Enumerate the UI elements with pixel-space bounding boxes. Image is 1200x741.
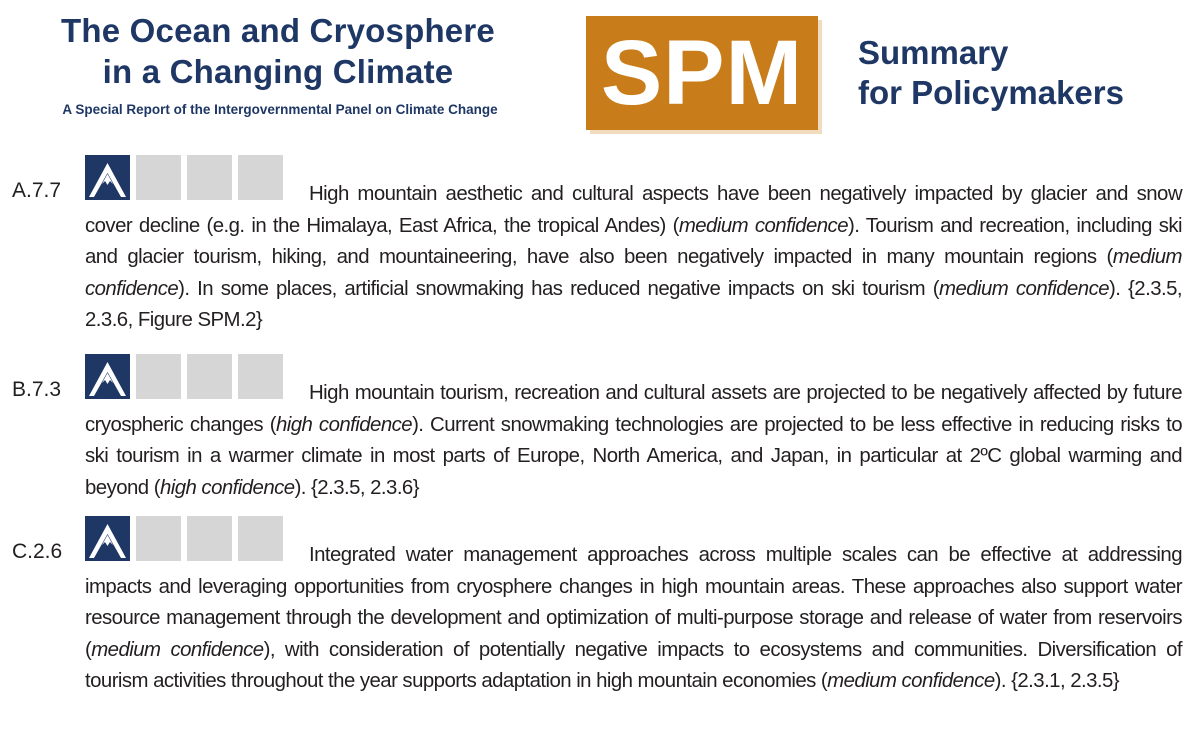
confidence-qualifier: medium confidence: [827, 670, 995, 692]
confidence-qualifier: medium confidence: [939, 277, 1110, 300]
report-title-line-2: in a Changing Climate: [102, 53, 454, 90]
report-title-line-1: The Ocean and Cryosphere: [61, 12, 495, 49]
statement-text: [85, 540, 1182, 698]
statement-id: B.7.3: [12, 378, 62, 401]
text-run: ), with consideration of potentially negative impacts to ecosystems and communities. Diversification of tourism activities throughout the year supports adaptation in high mountain economies (: [85, 638, 1183, 692]
text-run: High mountain aesthetic and cultural aspects have been negatively impacted by glacier and snow cover decline (e.g. in the Himalaya, East Africa, the tropical Andes) (: [85, 183, 1182, 237]
confidence-qualifier: medium confidence: [85, 246, 1182, 300]
statement-text: [85, 179, 1182, 337]
confidence-qualifier: high confidence: [159, 476, 295, 499]
confidence-qualifier: medium confidence: [91, 638, 264, 661]
spm-badge: [586, 16, 818, 130]
text-run: ). {2.3.5, 2.3.6, Figure SPM.2}: [85, 277, 1183, 331]
text-run: ). Tourism and recreation, including ski and glacier tourism, hiking, and mountaineering, have also been negatively impacted in many mountain regions (: [85, 214, 1182, 268]
statement-id: A.7.7: [12, 179, 62, 202]
report-title-block: [0, 10, 556, 117]
report-subtitle: A Special Report of the Intergovernmental Panel on Climate Change: [62, 102, 498, 117]
text-run: ). Current snowmaking technologies are projected to be less effective in reducing risks to ski tourism in a warmer climate in most parts of Europe, North America, and Japan, in particular at 2ºC global warming and beyond (: [85, 413, 1182, 499]
confidence-qualifier: high confidence: [275, 413, 413, 436]
report-header: [0, 0, 1200, 140]
statement-text: [85, 378, 1182, 504]
statement-id: C.2.6: [12, 540, 63, 563]
spm-badge-text: SPM: [600, 22, 804, 124]
confidence-qualifier: medium confidence: [678, 214, 848, 237]
section-label-line-1: Summary: [858, 34, 1009, 71]
text-run: ). In some places, artificial snowmaking has reduced negative impacts on ski tourism (: [178, 277, 940, 300]
text-run: ). {2.3.5, 2.3.6}: [294, 476, 419, 499]
text-run: Integrated water management approaches across multiple scales can be effective at addressing impacts and leveraging opportunities from cryosphere changes in high mountain areas. These approaches also support water resource management through the development and optimization of multi-purpose storage and release of water from reservoirs (: [85, 544, 1182, 661]
section-label-line-2: for Policymakers: [858, 74, 1124, 111]
text-run: ). {2.3.1, 2.3.5}: [994, 670, 1120, 692]
section-label: [858, 33, 1124, 113]
text-run: High mountain tourism, recreation and cultural assets are projected to be negatively affected by future cryospheric changes (: [85, 382, 1182, 436]
